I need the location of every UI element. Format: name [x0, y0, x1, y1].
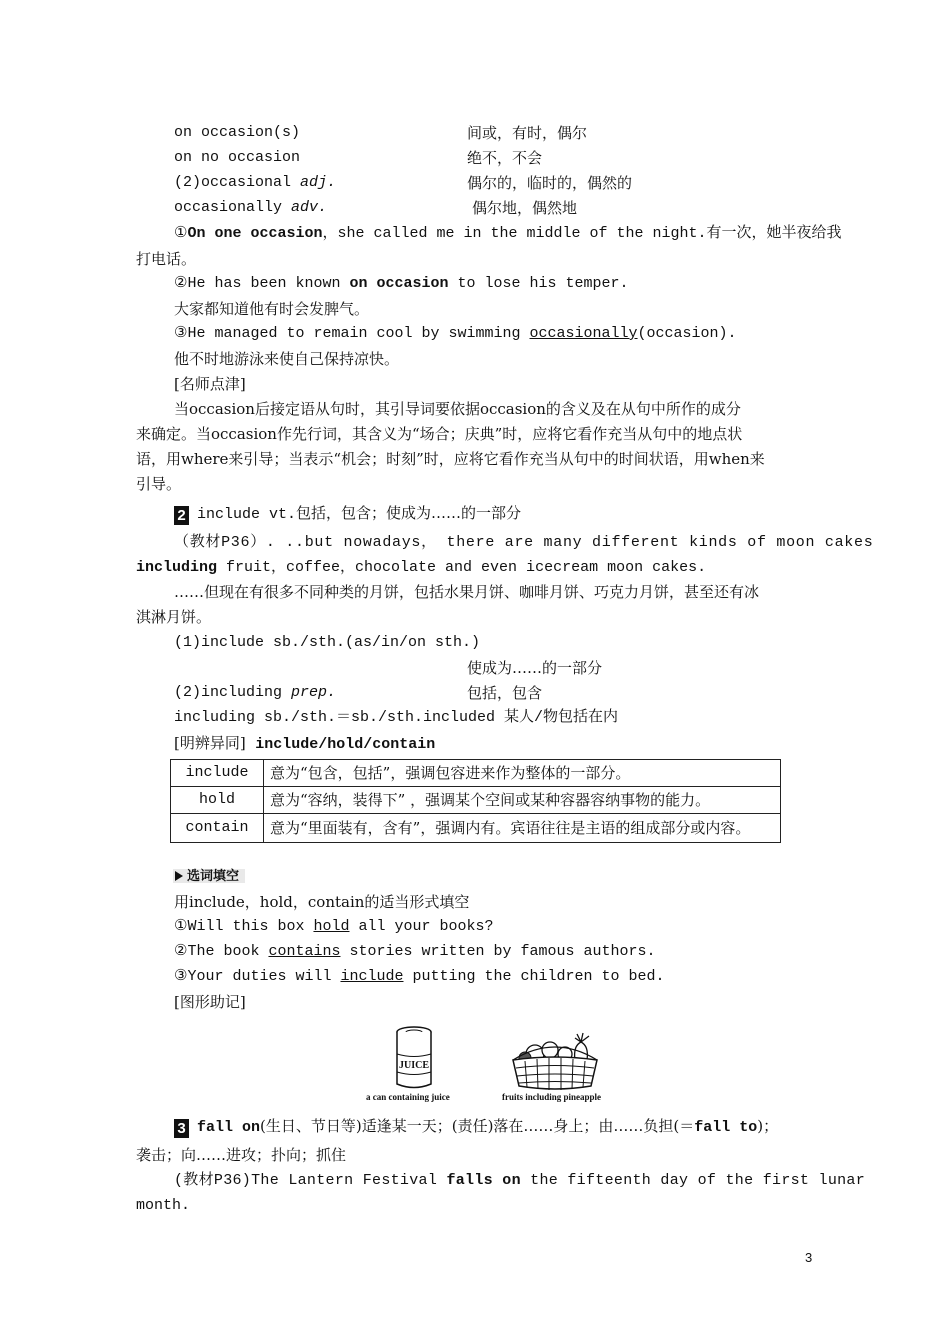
section-number-badge: 2	[174, 506, 189, 525]
answer: include	[340, 968, 404, 985]
usage-2-meaning: 包括，包含	[467, 684, 543, 702]
word-occasionally-meaning: 偶尔地，偶然地	[472, 199, 578, 217]
fruit-basket-illustration	[505, 1032, 605, 1092]
table-word: include	[171, 760, 264, 787]
juice-label: JUICE	[398, 1060, 430, 1071]
table-word: contain	[171, 814, 264, 843]
phrase-on-no-occasion-meaning: 绝不，不会	[467, 149, 543, 167]
word-occasional-meaning: 偶尔的，临时的，偶然的	[467, 174, 633, 192]
exercise-question-2: ②The book contains stories written by famous authors.	[174, 943, 656, 960]
quote-translation-1: ……但现在有很多不同种类的月饼，包括水果月饼、咖啡月饼、巧克力月饼，甚至还有冰	[174, 583, 760, 601]
table-desc: 意为“容纳，装得下” ，强调某个空间或某种容器容纳事物的能力。	[264, 787, 781, 814]
quote-translation-2: 淇淋月饼。	[136, 608, 212, 626]
usage-3: including sb./sth.＝sb./sth.included 某人/物包括在内	[174, 709, 619, 726]
caption-fruits: fruits including pineapple	[502, 1092, 602, 1102]
caption-juice: a can containing juice	[366, 1092, 450, 1102]
page-number: 3	[805, 1250, 813, 1265]
juice-can-illustration	[390, 1024, 442, 1092]
example-2-translation: 大家都知道他有时会发脾气。	[174, 300, 370, 318]
word-occasionally: occasionally adv.	[174, 199, 328, 216]
usage-1: (1)include sb./sth.(as/in/on sth.)	[174, 634, 481, 651]
example-3: ③He managed to remain cool by swimming occasionally(occasion).	[174, 325, 737, 342]
section-2-heading: 2 include vt.包括，包含；使成为……的一部分	[174, 503, 521, 525]
example-1-cont: 打电话。	[136, 250, 197, 268]
textbook-quote-line-2: including fruit，coffee，chocolate and even icecream moon cakes.	[136, 559, 707, 576]
textbook-quote-fall-on-cont: month.	[136, 1197, 191, 1214]
exercise-instruction: 用include，hold，contain的适当形式填空	[174, 893, 470, 911]
answer: contains	[268, 943, 341, 960]
table-row	[171, 787, 781, 814]
tip-heading: [名师点津]	[174, 375, 246, 393]
exercise-tag: 选词填空	[173, 869, 245, 883]
usage-1-meaning: 使成为……的一部分	[467, 659, 603, 677]
section-3-meaning-cont: 袭击；向……进攻；扑向；抓住	[136, 1146, 347, 1164]
table-word: hold	[171, 787, 264, 814]
phrase-on-no-occasion: on no occasion	[174, 149, 301, 166]
example-2: ②He has been known on occasion to lose his temper.	[174, 275, 629, 292]
table-desc: 意为“包含，包括”，强调包容进来作为整体的一部分。	[264, 760, 781, 787]
section-3-heading: 3 fall on(生日、节日等)适逢某一天；(责任)落在……身上；由……负担(＝fall to)；	[174, 1116, 778, 1138]
example-1: ①On one occasion，she called me in the middle of the night.有一次，她半夜给我	[174, 225, 842, 242]
answer: hold	[313, 918, 350, 935]
word-occasional: (2)occasional adj.	[174, 174, 337, 191]
example-3-translation: 他不时地游泳来使自己保持凉快。	[174, 350, 400, 368]
exercise-question-3: ③Your duties will include putting the children to bed.	[174, 968, 665, 985]
usage-2: (2)including prep.	[174, 684, 337, 701]
memory-aid-heading: [图形助记]	[174, 993, 246, 1011]
textbook-quote-line-1: （教材P36）. ..but nowadays， there are many different kinds of moon cakes	[174, 534, 874, 551]
textbook-quote-fall-on: (教材P36)The Lantern Festival falls on the fifteenth day of the first lunar	[174, 1172, 866, 1189]
phrase-on-occasions: on occasion(s)	[174, 124, 301, 141]
tip-line-3: 语，用where来引导；当表示“机会；时刻”时，应将它看作充当从句中的时间状语，用when来	[136, 450, 765, 468]
phrase-on-occasions-meaning: 间或，有时，偶尔	[467, 124, 588, 142]
tip-line-4: 引导。	[136, 475, 182, 493]
table-row	[171, 760, 781, 787]
table-row	[171, 814, 781, 843]
table-desc: 意为“里面装有，含有”，强调内有。宾语往往是主语的组成部分或内容。	[264, 814, 781, 843]
compare-heading: [明辨异同] include/hold/contain	[174, 734, 436, 753]
section-number-badge: 3	[174, 1119, 189, 1138]
exercise-question-1: ①Will this box hold all your books?	[174, 918, 494, 935]
comparison-table	[170, 759, 781, 843]
tip-line-2: 来确定。当occasion作先行词，其含义为“场合；庆典”时，应将它看作充当从句中的地点状	[136, 425, 743, 443]
tip-line-1: 当occasion后接定语从句时，其引导词要依据occasion的含义及在从句中所作的成分	[174, 400, 741, 418]
